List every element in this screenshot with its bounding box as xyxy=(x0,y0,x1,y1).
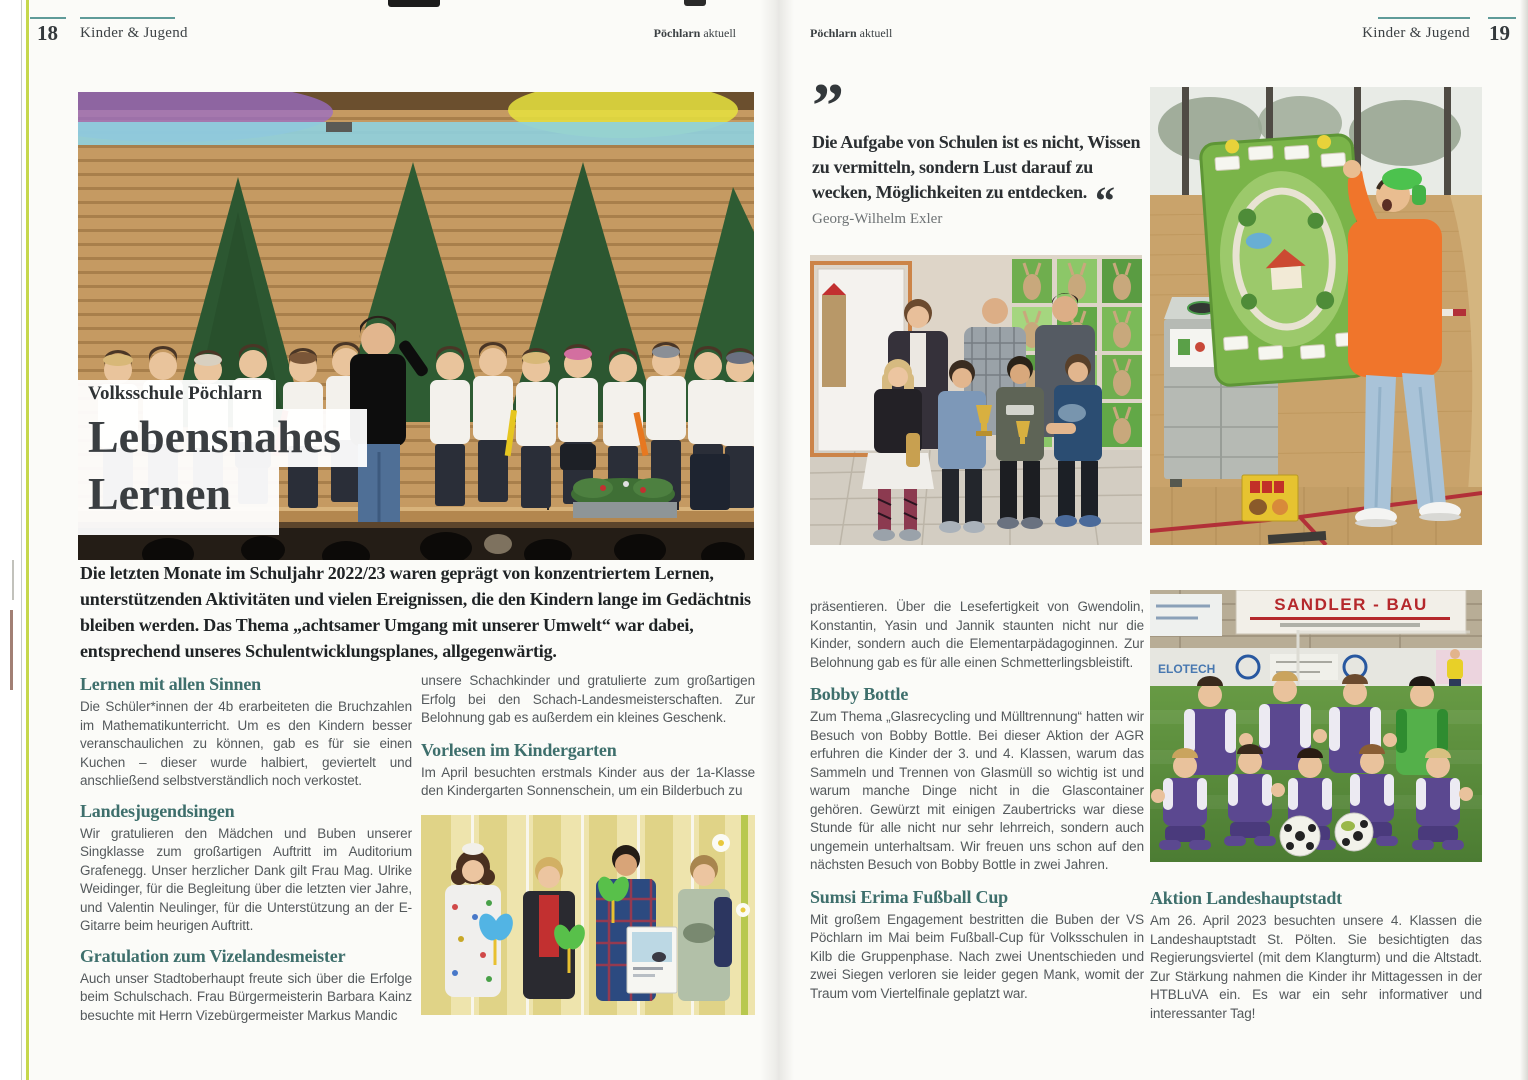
continuation-paragraph: präsentieren. Über die Lesefertigkeit von Gwendolin, Konstantin, Yasin und Jannik staunten nicht nur die Kinder, sondern auch die Elementarpädagoginnen. Zur Belohnung gab es für alle einen Schmetterlingsbleistift. xyxy=(810,599,1144,670)
hero-kicker: Volksschule Pöchlarn xyxy=(78,380,276,409)
brand-bold: Pöchlarn xyxy=(653,26,701,40)
hero-title-line1: Lebensnahes xyxy=(78,409,367,467)
page-edge-line xyxy=(21,0,22,1080)
page-number-right: 19 xyxy=(1489,21,1510,45)
quote-text-content: Die Aufgabe von Schulen ist es nicht, Wissen zu vermitteln, sondern Lust darauf zu wecken, Möglichkeiten zu entdecken. xyxy=(812,132,1141,202)
section-heading: Bobby Bottle xyxy=(810,684,909,704)
soccer-team-photo xyxy=(1150,590,1482,862)
page-number-left: 18 xyxy=(37,21,58,45)
header-rule xyxy=(30,17,66,19)
brand-right xyxy=(810,26,892,41)
section-label-left: Kinder & Jugend xyxy=(80,25,188,41)
section-heading: Sumsi Erima Fußball Cup xyxy=(810,886,1008,907)
section-heading: Vorlesen im Kindergarten xyxy=(421,739,617,760)
close-quote-icon: “ xyxy=(1094,178,1112,223)
article-section xyxy=(421,740,755,801)
scan-top-mark xyxy=(388,0,440,7)
section-body: Auch unser Stadtoberhaupt freute sich über die Erfolge beim Schulschach. Frau Bürgermeisterin Barbara Kainz besuchte mit Herrn Vizebürgermeister Markus Mandic xyxy=(80,970,412,1023)
section-body: Im April besuchten erstmals Kinder aus der 1a-Klasse den Kindergarten Sonnenschein, um ein Bilderbuch zu xyxy=(421,764,755,798)
floor-book xyxy=(1242,475,1298,521)
brand-left xyxy=(470,26,736,41)
kindergarten-photo xyxy=(421,815,755,1015)
article-section xyxy=(810,684,1144,875)
header-rule xyxy=(80,17,175,19)
brand-regular: aktuell xyxy=(856,26,893,40)
left-page-column-1 xyxy=(80,674,412,1025)
sponsor-text: ELOTECH xyxy=(1158,662,1216,676)
pull-quote xyxy=(812,70,1152,228)
section-label-right: Kinder & Jugend xyxy=(1362,25,1470,41)
section-body: Zum Thema „Glasrecycling und Mülltrennung“ hatten wir Besuch von Bobby Bottle. Bei dieser Aktion der AGR erfuhren die Kinder der 3. und 4. Klassen, warum das Sammeln und Trennen von Glasmüll so wichtig ist und warum manche Dinge nicht in die Glascontainer gehören. Gewürzt mit einigen Zaubertricks war diese Stunde für alle nicht nur sehr lehrreich, sondern auch ungemein unterhaltsam. Wir freuen uns schon auf den nächsten Besuch von Bobby Bottle in zwei Jahren. xyxy=(810,709,1144,872)
header-rule xyxy=(1488,17,1516,19)
stage-speaker xyxy=(690,454,730,510)
bobby-bottle-photo xyxy=(1150,87,1482,545)
intro-paragraph: Die letzten Monate im Schuljahr 2022/23 waren geprägt von konzentriertem Lernen, unterstützenden Aktivitäten und vielen Ereignissen, die den Kindern lange im Gedächtnis bleiben werden. Das Thema „achtsamer Umgang mit unserer Umwelt“ war dabei, entsprechend unseres Schulentwicklungsplanes, allgegenwärtig. xyxy=(80,563,751,661)
left-page-column-2 xyxy=(421,672,755,1015)
article-section xyxy=(810,887,1144,1004)
article-section xyxy=(80,946,412,1026)
edge-mark xyxy=(10,610,13,690)
brand-bold: Pöchlarn xyxy=(810,26,857,40)
section-body: Am 26. April 2023 besuchten unsere 4. Klassen die Landeshauptstadt St. Pölten. Sie besichtigten das Regierungsviertel (mit dem Klangturm) und die Altstadt. Zur Stärkung nahmen die Kinder ihr Mittagessen in der HTBLuVA ein. Es war ein sehr informativer und interessanter Tag! xyxy=(1150,913,1482,1021)
page-edge-green-line xyxy=(26,0,29,1080)
scan-edge-left xyxy=(0,0,30,1080)
quote-author: Georg-Wilhelm Exler xyxy=(812,211,943,227)
section-heading: Lernen mit allen Sinnen xyxy=(80,674,261,694)
chess-trophy-photo-graphic xyxy=(810,255,1142,545)
edge-mark xyxy=(12,560,14,600)
banner-text: SANDLER - BAU xyxy=(1274,595,1428,614)
section-body: Mit großem Engagement bestritten die Buben der VS Pöchlarn im Mai beim Fußball-Cup für Volksschulen in Kilb die Gruppenphase. Nach zwei Unentschieden und zwei Siegen verloren sie leider gegen Mank, womit der Traum vom Viertelfinale geplatzt war. xyxy=(810,911,1144,1001)
flower-planter xyxy=(571,478,677,518)
right-page-column-2 xyxy=(1150,87,1482,1023)
right-page-column-1 xyxy=(810,598,1144,1003)
brand-regular: aktuell xyxy=(700,26,736,40)
article-section xyxy=(80,674,412,791)
open-quote-icon: ” xyxy=(812,70,840,141)
section-body: Die Schüler*innen der 4b erarbeiteten die Bruchzahlen im Mathematikunterricht. Um es den Kindern besser veranschaulichen zu können, gab es für sie einen Kuchen – dieser wurde halbiert, geviertelt und anschließend selbstverständlich noch verkostet. xyxy=(80,699,412,788)
scan-edge-right xyxy=(1520,0,1528,1080)
section-body: Wir gratulieren den Mädchen und Buben unserer Singklasse zum großartigen Auftritt im Auditorium Grafenegg. Unser herzlicher Dank gilt Frau Mag. Ulrike Weidinger, für die Begleitung über die letzten vier Jahre, und Valentin Neulinger, für die Unterstützung an der E-Gitarre beim heurigen Auftritt. xyxy=(80,825,412,933)
kindergarten-photo-graphic xyxy=(421,815,755,1015)
header-rule xyxy=(1378,17,1470,19)
continuation-paragraph: unsere Schachkinder und gratulierte zum großartigen Erfolg bei den Schach-Landesmeisterschaften. Zur Belohnung gab es außerdem ein kleines Geschenk. xyxy=(421,673,755,725)
hero-title-line2: Lernen xyxy=(78,467,279,535)
page-gutter-shadow xyxy=(760,0,794,1080)
article-section xyxy=(80,801,412,936)
chess-trophy-photo xyxy=(810,255,1142,545)
scan-top-mark xyxy=(684,0,706,6)
section-heading: Aktion Landeshauptstadt xyxy=(1150,888,1342,908)
article-section xyxy=(1150,888,1482,1023)
section-heading: Landesjugendsingen xyxy=(80,800,235,821)
bobby-bottle-photo-graphic xyxy=(1150,87,1482,545)
section-heading: Gratulation zum Vizelandesmeister xyxy=(80,945,346,966)
soccer-team-photo-graphic xyxy=(1150,590,1482,862)
